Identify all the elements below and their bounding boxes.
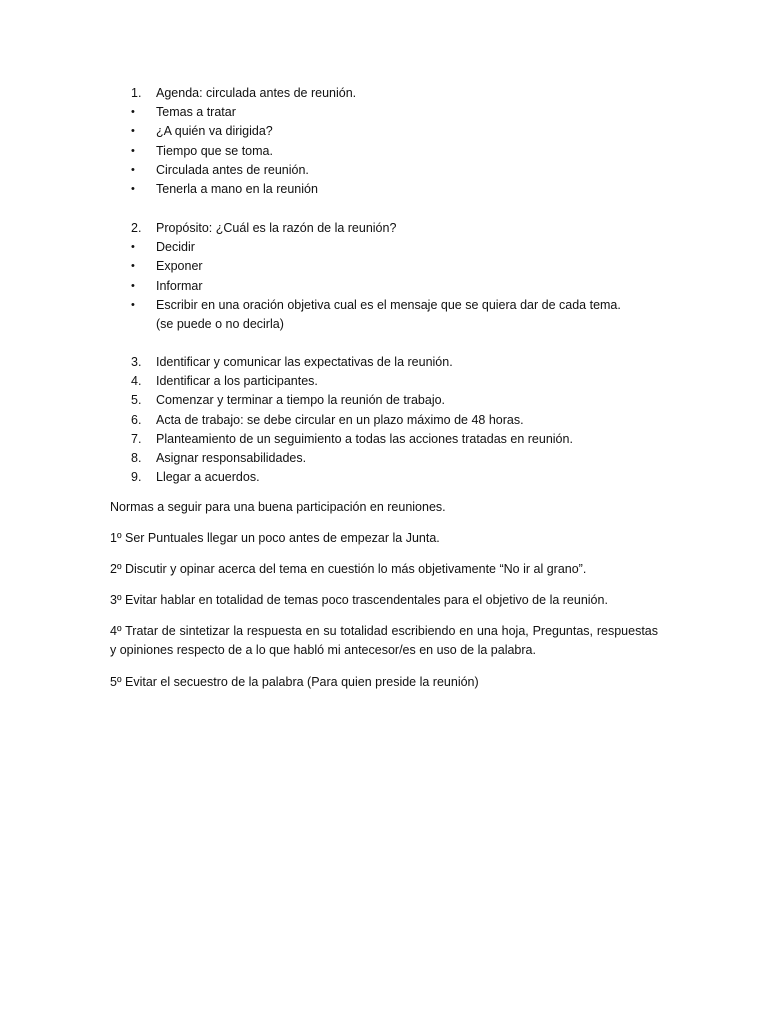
bullet-item [0, 277, 768, 296]
item-number: 9. [131, 470, 142, 485]
item-text: Planteamiento de un seguimiento a todas las acciones tratadas en reunión. [156, 431, 573, 446]
bullet-text: Exponer [156, 259, 203, 274]
bullet-text: Decidir [156, 240, 195, 255]
item-text: Identificar a los participantes. [156, 374, 318, 389]
numbered-steps-section [0, 353, 768, 487]
norm-item: 1º Ser Puntuales llegar un poco antes de empezar la Junta. [110, 531, 440, 545]
norm-item: 5º Evitar el secuestro de la palabra (Para quien preside la reunión) [110, 675, 479, 689]
bullet-item [0, 238, 768, 257]
bullet-text: Circulada antes de reunión. [156, 162, 309, 177]
bullet-text: ¿A quién va dirigida? [156, 124, 273, 139]
bullet-text: Tenerla a mano en la reunión [156, 181, 318, 196]
numbered-item [0, 430, 768, 449]
item-text: Llegar a acuerdos. [156, 470, 260, 485]
continuation-text: (se puede o no decirla) [156, 316, 284, 331]
item-text: Identificar y comunicar las expectativas de la reunión. [156, 355, 453, 369]
bullet-icon: • [131, 106, 135, 119]
numbered-item [0, 449, 768, 468]
bullet-icon: • [131, 260, 135, 273]
numbered-item [0, 353, 768, 372]
bullet-item [0, 122, 768, 141]
numbered-item [0, 219, 768, 238]
bullet-item [0, 142, 768, 161]
bullet-item [0, 296, 768, 315]
bullet-icon: • [131, 279, 135, 292]
bullet-icon: • [131, 144, 135, 157]
numbered-item [0, 411, 768, 430]
bullet-icon: • [131, 298, 135, 311]
bullet-icon: • [131, 125, 135, 138]
bullet-icon: • [131, 182, 135, 195]
bullet-text: Informar [156, 278, 203, 293]
bullet-icon: • [131, 241, 135, 254]
bullet-icon: • [131, 163, 135, 176]
agenda-section [0, 84, 768, 199]
norm-item: 4º Tratar de sintetizar la respuesta en su totalidad escribiendo en una hoja, Preguntas, respuestas y opiniones respecto de a lo que habló mi antecesor/es en uso de la palabra. [110, 624, 658, 657]
bullet-text: Tiempo que se toma. [156, 143, 273, 158]
bullet-text: Escribir en una oración objetiva cual es el mensaje que se quiera dar de cada tema. [156, 297, 621, 312]
bullet-item [0, 180, 768, 199]
numbered-item [0, 391, 768, 410]
item-text: Agenda: circulada antes de reunión. [156, 86, 357, 100]
item-number: 4. [131, 374, 142, 389]
norm-item: 2º Discutir y opinar acerca del tema en cuestión lo más objetivamente “No ir al grano”. [110, 562, 587, 576]
numbered-item [0, 468, 768, 487]
item-number: 6. [131, 412, 142, 427]
item-text: Comenzar y terminar a tiempo la reunión de trabajo. [156, 393, 446, 408]
item-number: 2. [131, 221, 142, 235]
purpose-section [0, 219, 768, 334]
bullet-text: Temas a tratar [156, 105, 236, 120]
numbered-item [0, 372, 768, 391]
numbered-item [0, 84, 768, 103]
item-text: Asignar responsabilidades. [156, 450, 307, 465]
bullet-item [0, 103, 768, 122]
item-number: 7. [131, 431, 142, 446]
item-text: Propósito: ¿Cuál es la razón de la reunión? [156, 221, 397, 235]
item-text: Acta de trabajo: se debe circular en un plazo máximo de 48 horas. [156, 412, 524, 427]
bullet-item [0, 257, 768, 276]
bullet-continuation [0, 315, 768, 334]
item-number: 8. [131, 450, 142, 465]
bullet-item [0, 161, 768, 180]
item-number: 3. [131, 355, 142, 369]
norms-heading: Normas a seguir para una buena participación en reuniones. [110, 500, 446, 514]
item-number: 5. [131, 393, 142, 408]
item-number: 1. [131, 86, 142, 100]
norm-item: 3º Evitar hablar en totalidad de temas poco trascendentales para el objetivo de la reunión. [110, 593, 608, 607]
